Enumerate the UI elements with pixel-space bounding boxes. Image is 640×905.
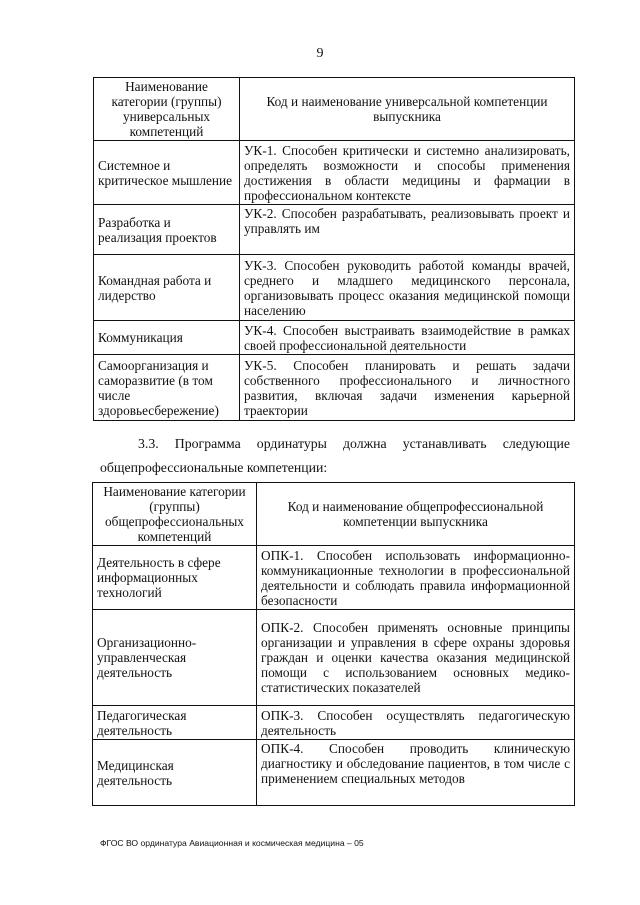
table-header-row (93, 483, 575, 546)
category-cell: Медицинская деятельность (93, 740, 257, 806)
competence-cell: УК-4. Способен выстраивать взаимодействие в рамках своей профессиональной деятельности (240, 321, 575, 355)
table-row (93, 610, 575, 706)
table-row (94, 141, 575, 205)
header-competence: Код и наименование универсальной компетенции выпускника (240, 78, 575, 141)
competence-cell: ОПК-3. Способен осуществлять педагогическую деятельность (257, 706, 575, 740)
competence-cell: УК-5. Способен планировать и решать задачи собственного профессионального и личностного развития, включая задачи изменения карьерной траектории (240, 355, 575, 421)
document-footer: ФГОС ВО ординатура Авиационная и космическая медицина – 05 (100, 838, 364, 848)
competence-cell: ОПК-2. Способен применять основные принципы организации и управления в сфере охраны здоровья граждан и оценки качества оказания медицинской помощи с использованием основных медико-статистических показателей (257, 610, 575, 706)
competence-cell: УК-1. Способен критически и системно анализировать, определять возможности и способы применения достижения в области медицины и фармации в профессиональном контексте (240, 141, 575, 205)
table-row (94, 321, 575, 355)
category-cell: Самоорганизация и саморазвитие (в том числе здоровьесбережение) (94, 355, 240, 421)
table-row (94, 205, 575, 255)
category-cell: Коммуникация (94, 321, 240, 355)
table-row (93, 740, 575, 806)
competence-cell: УК-2. Способен разрабатывать, реализовывать проект и управлять им (240, 205, 575, 255)
table-row (94, 255, 575, 321)
general-competencies-table (92, 482, 575, 806)
section-paragraph: 3.3. Программа ординатуры должна устанавливать следующие общепрофессиональные компетенции: (100, 436, 570, 475)
category-cell: Командная работа и лидерство (94, 255, 240, 321)
table-header-row (94, 78, 575, 141)
header-category: Наименование категории (группы) общепрофессиональных компетенций (93, 483, 257, 546)
table-row (93, 546, 575, 610)
table-row (93, 706, 575, 740)
page-number: 9 (316, 46, 324, 61)
competence-cell: ОПК-4. Способен проводить клиническую диагностику и обследование пациентов, в том числе с применением специальных методов (257, 740, 575, 806)
header-competence: Код и наименование общепрофессиональной компетенции выпускника (257, 483, 575, 546)
table-row (94, 355, 575, 421)
header-category: Наименование категории (группы) универсальных компетенций (94, 78, 240, 141)
category-cell: Деятельность в сфере информационных технологий (93, 546, 257, 610)
category-cell: Системное и критическое мышление (94, 141, 240, 205)
competence-cell: ОПК-1. Способен использовать информационно-коммуникационные технологии в профессиональной деятельности и соблюдать правила информационной безопасности (257, 546, 575, 610)
universal-competencies-table (93, 77, 575, 421)
category-cell: Разработка и реализация проектов (94, 205, 240, 255)
competence-cell: УК-3. Способен руководить работой команды врачей, среднего и младшего медицинского персонала, организовывать процесс оказания медицинской помощи населению (240, 255, 575, 321)
category-cell: Педагогическая деятельность (93, 706, 257, 740)
category-cell: Организационно-управленческая деятельность (93, 610, 257, 706)
